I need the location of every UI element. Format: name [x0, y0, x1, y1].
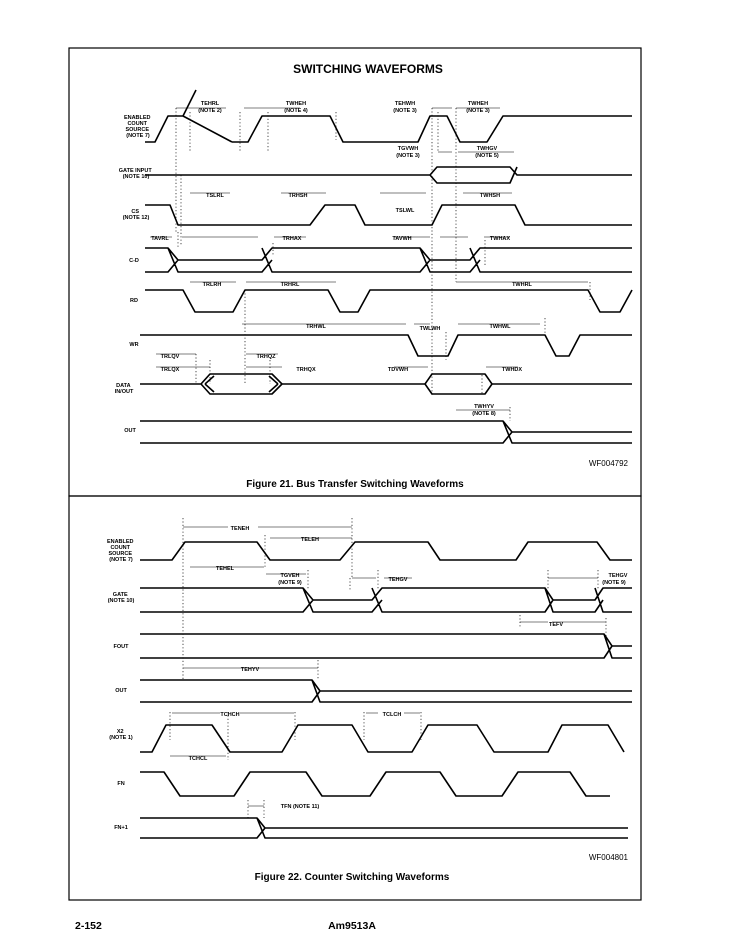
- svg-text:TGVEH: TGVEH: [280, 573, 300, 579]
- wave-gate-input: [145, 167, 632, 183]
- svg-text:TWLWH: TWLWH: [419, 326, 441, 332]
- wave-rd: [145, 290, 632, 312]
- svg-text:TRHQZ: TRHQZ: [256, 354, 276, 360]
- figure-21-waveforms: [140, 90, 632, 443]
- signal-enabled-count-source: ENABLED COUNT SOURCE (NOTE 7): [123, 115, 151, 139]
- svg-text:TGVWH: TGVWH: [397, 146, 419, 152]
- signal-enabled-count-source-2: ENABLED COUNT SOURCE (NOTE 7): [106, 539, 134, 563]
- signal-fout: FOUT: [113, 644, 129, 650]
- figure-22-timing-markers: [170, 518, 628, 818]
- signal-fn: FN: [117, 781, 125, 787]
- svg-text:(NOTE 3): (NOTE 3): [393, 108, 417, 114]
- svg-text:TRHAX: TRHAX: [282, 236, 302, 242]
- svg-text:TRHWL: TRHWL: [306, 324, 326, 330]
- signal-data-in-out: DATA IN/OUT: [114, 383, 134, 395]
- svg-text:TRLQX: TRLQX: [160, 367, 180, 373]
- figure-22-code: WF004801: [588, 853, 628, 862]
- svg-text:(NOTE 5): (NOTE 5): [475, 153, 499, 159]
- signal-c-d: C-D: [129, 258, 139, 264]
- svg-text:TEHEL: TEHEL: [215, 566, 235, 572]
- svg-text:TFN (NOTE 11): TFN (NOTE 11): [280, 804, 320, 810]
- svg-text:TWHEH: TWHEH: [285, 101, 307, 107]
- wave-fn-plus-1: [140, 818, 628, 838]
- svg-text:TRLRH: TRLRH: [202, 282, 222, 288]
- wave-fn: [140, 772, 610, 796]
- signal-x2: X2 (NOTE 1): [109, 729, 133, 741]
- wave-out: [140, 421, 632, 443]
- svg-text:TEHYV: TEHYV: [240, 667, 260, 673]
- svg-text:TWHYV: TWHYV: [474, 404, 494, 410]
- svg-text:(NOTE 8): (NOTE 8): [472, 411, 496, 417]
- signal-out-2: OUT: [115, 688, 127, 694]
- wave-count-source-2: [140, 542, 632, 560]
- signal-wr: WR: [129, 342, 139, 348]
- signal-gate-2: GATE (NOTE 10): [107, 592, 135, 604]
- svg-text:TWHRL: TWHRL: [512, 282, 532, 288]
- figure-21-title: SWITCHING WAVEFORMS: [293, 62, 443, 76]
- svg-text:TRLQV: TRLQV: [160, 354, 180, 360]
- svg-text:TDVWH: TDVWH: [387, 367, 409, 373]
- wave-x2: [140, 725, 624, 752]
- svg-text:TWHSH: TWHSH: [479, 193, 501, 199]
- svg-text:TEHGV: TEHGV: [388, 577, 408, 583]
- svg-text:TEHGV: TEHGV: [608, 573, 628, 579]
- svg-text:(NOTE 3): (NOTE 3): [466, 108, 490, 114]
- figure-22-caption: Figure 22. Counter Switching Waveforms: [254, 872, 450, 883]
- svg-text:TWHAX: TWHAX: [489, 236, 511, 242]
- svg-text:TCLCH: TCLCH: [382, 712, 402, 718]
- wave-cs: [145, 205, 632, 225]
- svg-text:TENEH: TENEH: [230, 526, 250, 532]
- svg-text:TCHCH: TCHCH: [220, 712, 240, 718]
- signal-fn-plus-1: FN+1: [114, 825, 128, 831]
- signal-rd: RD: [130, 298, 138, 304]
- wave-gate-2: [140, 588, 632, 612]
- figure-21-code: WF004792: [588, 459, 628, 468]
- figure-21-timing-markers: [150, 101, 590, 421]
- svg-text:TSLWL: TSLWL: [395, 208, 415, 214]
- figure-22-waveforms: [140, 542, 632, 838]
- svg-text:TRHSH: TRHSH: [288, 193, 308, 199]
- svg-text:(NOTE 4): (NOTE 4): [284, 108, 308, 114]
- svg-text:TELEH: TELEH: [300, 537, 320, 543]
- footer-part-number: Am9513A: [328, 920, 376, 932]
- wave-out-2: [140, 680, 632, 702]
- signal-gate-input: GATE INPUT (NOTE 10): [118, 168, 152, 180]
- svg-text:TRHQX: TRHQX: [296, 367, 316, 373]
- signal-cs: CS (NOTE 12): [122, 209, 150, 221]
- svg-text:TEHWH: TEHWH: [394, 101, 416, 107]
- wave-data-in-out: [140, 374, 632, 394]
- svg-text:TSLRL: TSLRL: [206, 193, 224, 199]
- svg-text:TRHRL: TRHRL: [280, 282, 300, 288]
- figure-22-frame: [69, 496, 641, 900]
- wave-fout: [140, 634, 632, 658]
- figure-21-caption: Figure 21. Bus Transfer Switching Waveforms: [246, 479, 464, 490]
- svg-text:TEFV: TEFV: [548, 622, 564, 628]
- figure-22-signal-names: [107, 539, 135, 831]
- svg-text:TWHWL: TWHWL: [489, 324, 511, 330]
- svg-text:(NOTE 3): (NOTE 3): [396, 153, 420, 159]
- svg-text:(NOTE 9): (NOTE 9): [278, 580, 302, 586]
- svg-text:TAVWH: TAVWH: [392, 236, 412, 242]
- svg-text:TWHGV: TWHGV: [476, 146, 498, 152]
- signal-out: OUT: [124, 428, 136, 434]
- wave-c-d: [145, 248, 632, 272]
- svg-text:TEHRL: TEHRL: [200, 101, 220, 107]
- svg-text:(NOTE 9): (NOTE 9): [602, 580, 626, 586]
- svg-text:(NOTE 2): (NOTE 2): [198, 108, 222, 114]
- footer-page-number: 2-152: [75, 920, 102, 932]
- svg-text:TAVRL: TAVRL: [151, 236, 169, 242]
- wave-count-source: [145, 90, 632, 142]
- svg-text:TWHEH: TWHEH: [467, 101, 489, 107]
- svg-text:TWHDX: TWHDX: [501, 367, 523, 373]
- svg-text:TCHCL: TCHCL: [188, 756, 208, 762]
- figure-21-signal-names: [115, 115, 154, 434]
- wave-wr: [140, 335, 632, 356]
